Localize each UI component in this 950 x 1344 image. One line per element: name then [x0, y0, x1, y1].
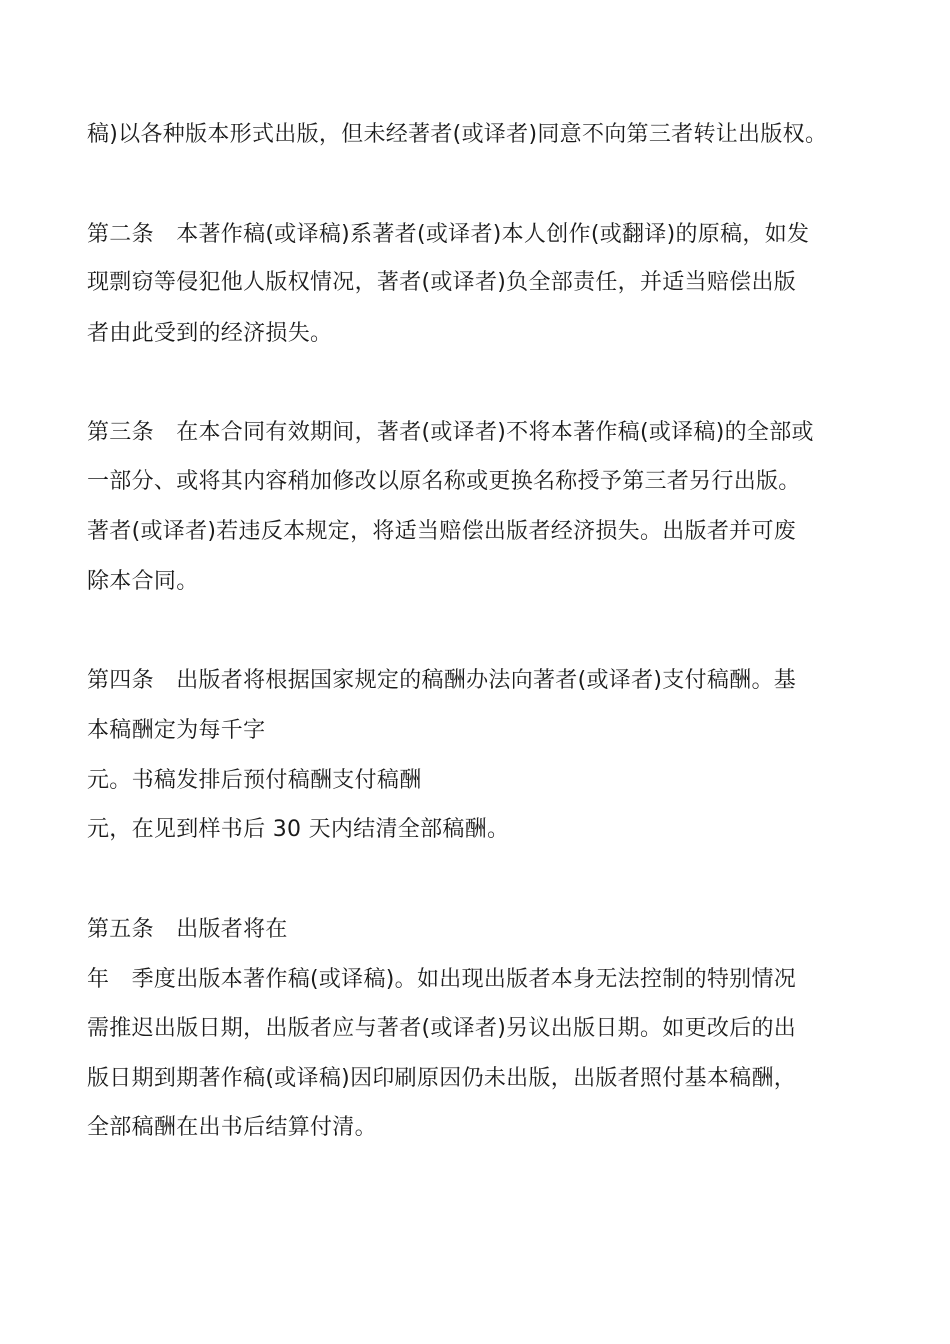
clause-5-line-4: 版日期到期著作稿(或译稿)因印刷原因仍未出版，出版者照付基本稿酬，	[87, 1066, 797, 1091]
clause-4-line-1: 第四条 出版者将根据国家规定的稿酬办法向著者(或译者)支付稿酬。基	[87, 668, 797, 693]
clause-5-line-3: 需推迟出版日期，出版者应与著者(或译者)另议出版日期。如更改后的出	[87, 1016, 797, 1041]
clause-5-line-2: 年 季度出版本著作稿(或译稿)。如出现出版者本身无法控制的特别情况	[87, 967, 797, 992]
clause-5-line-5: 全部稿酬在出书后结算付清。	[87, 1115, 377, 1140]
clause-5-line-1: 第五条 出版者将在	[87, 917, 288, 942]
clause-1-tail-line: 稿)以各种版本形式出版，但未经著者(或译者)同意不向第三者转让出版权。	[87, 122, 828, 147]
clause-2-line-3: 者由此受到的经济损失。	[87, 321, 333, 346]
clause-4-line-4: 元，在见到样书后 30 天内结清全部稿酬。	[87, 817, 510, 842]
clause-3-line-3: 著者(或译者)若违反本规定，将适当赔偿出版者经济损失。出版者并可废	[87, 519, 797, 544]
clause-3-line-4: 除本合同。	[87, 569, 199, 594]
clause-2-line-1: 第二条 本著作稿(或译稿)系著者(或译者)本人创作(或翻译)的原稿，如发	[87, 222, 810, 247]
clause-4-line-2: 本稿酬定为每千字	[87, 718, 266, 743]
clause-4-line-3: 元。书稿发排后预付稿酬支付稿酬	[87, 768, 422, 793]
clause-3-line-1: 第三条 在本合同有效期间，著者(或译者)不将本著作稿(或译稿)的全部或	[87, 420, 814, 445]
clause-3-line-2: 一部分、或将其内容稍加修改以原名称或更换名称授予第三者另行出版。	[87, 469, 801, 494]
clause-2-line-2: 现剽窃等侵犯他人版权情况，著者(或译者)负全部责任，并适当赔偿出版	[87, 270, 797, 295]
